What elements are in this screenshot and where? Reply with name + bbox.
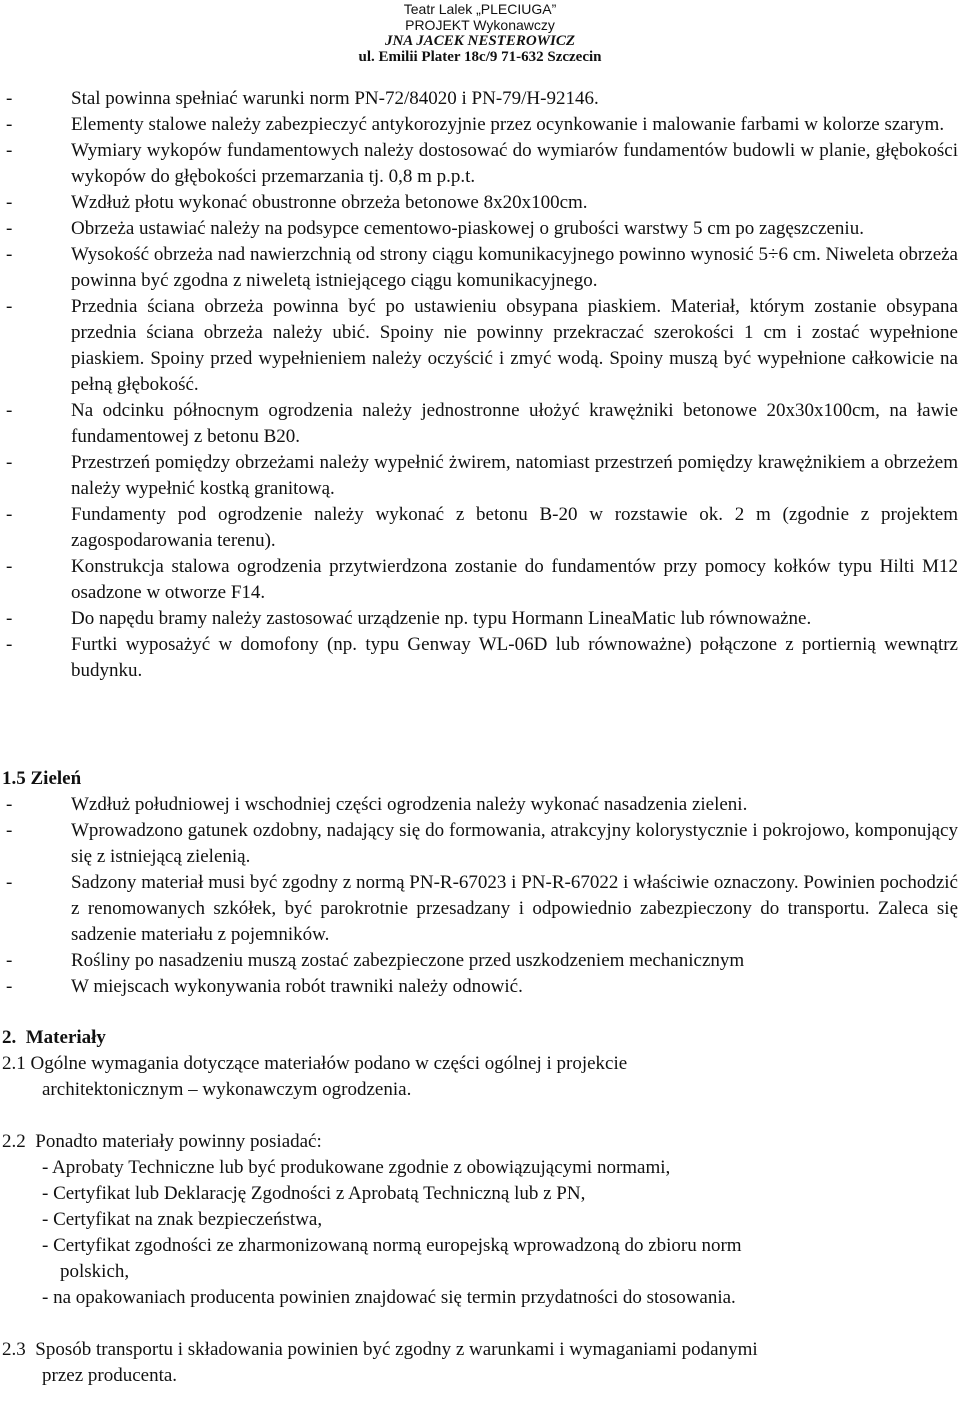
section-heading: 1.5 Zieleń bbox=[2, 768, 82, 789]
list-item: - Certyfikat zgodności ze zharmonizowaną normą europejską wprowadzoną do zbioru norm bbox=[42, 1235, 742, 1256]
header-project: PROJEKT Wykonawczy bbox=[405, 17, 555, 33]
green-section bbox=[0, 766, 958, 1000]
list-item: - Wysokość obrzeża nad nawierzchnią od strony ciągu komunikacyjnego powinno wynosić 5÷6 cm. Niweleta obrzeża powinna być zgodna z niweletą istniejącego ciągu komunikacyjnego. bbox=[6, 244, 958, 291]
steel-requirements-list bbox=[0, 86, 958, 684]
list-item: - Konstrukcja stalowa ogrodzenia przytwierdzona zostanie do fundamentów przy pomocy kołków typu Hilti M12 osadzone w otworze F14. bbox=[6, 556, 958, 603]
list-item: - Na odcinku północnym ogrodzenia należy jednostronne ułożyć krawężniki betonowe 20x30x100cm, na ławie fundamentowej z betonu B20. bbox=[6, 400, 958, 447]
header-theatre: Teatr Lalek „PLECIUGA” bbox=[403, 1, 557, 17]
list-item: - Rośliny po nasadzeniu muszą zostać zabezpieczone przed uszkodzeniem mechanicznym bbox=[6, 950, 745, 971]
list-item: - Certyfikat lub Deklarację Zgodności z Aprobatą Techniczną lub z PN, bbox=[42, 1183, 586, 1204]
list-item: - Elementy stalowe należy zabezpieczyć antykorozyjnie przez ocynkowanie i malowanie farbami w kolorze szarym. bbox=[6, 114, 945, 135]
list-item: - Certyfikat na znak bezpieczeństwa, bbox=[42, 1209, 323, 1230]
list-item: - Przestrzeń pomiędzy obrzeżami należy wypełnić żwirem, natomiast przestrzeń pomiędzy krawężnikiem a obrzeżem należy wypełnić kostką granitową. bbox=[6, 452, 958, 499]
list-item: - W miejscach wykonywania robót trawniki należy odnowić. bbox=[6, 976, 523, 997]
list-item: - Wprowadzono gatunek ozdobny, nadający się do formowania, atrakcyjny kolorystycznie i pokrojowo, komponujący się z istniejącą zielenią. bbox=[6, 820, 958, 867]
list-item: - na opakowaniach producenta powinien znajdować się termin przydatności do stosowania. bbox=[42, 1287, 736, 1308]
list-item: - Wzdłuż południowej i wschodniej części ogrodzenia należy wykonać nasadzenia zieleni. bbox=[6, 794, 748, 815]
paragraph-2-1: 2.1 Ogólne wymagania dotyczące materiałów podano w części ogólnej i projekcie bbox=[2, 1053, 628, 1074]
paragraph-2-1-cont: architektonicznym – wykonawczym ogrodzenia. bbox=[42, 1079, 412, 1100]
list-item: - Furtki wyposażyć w domofony (np. typu Genway WL-06D lub równoważne) połączone z portiernią wewnątrz budynku. bbox=[6, 634, 958, 681]
list-item: - Przednia ściana obrzeża powinna być po ustawieniu obsypana piaskiem. Materiał, którym zostanie obsypana przednia ściana obrzeża należy ubić. Spoiny nie powinny przekraczać szerokości 1 cm i zostać wypełnione piaskiem. Spoiny przed wypełnieniem należy oczyścić i zmyć wodą. Spoiny muszą być wypełnione całkowicie na pełną głębokość. bbox=[6, 296, 958, 395]
paragraph-2-3-cont: przez producenta. bbox=[42, 1365, 178, 1386]
list-item-cont: polskich, bbox=[60, 1261, 130, 1282]
materials-section bbox=[0, 1025, 958, 1389]
paragraph-2-3: 2.3 Sposób transportu i składowania powinien być zgodny z warunkami i wymaganiami podanymi bbox=[2, 1339, 758, 1360]
page-header bbox=[0, 0, 960, 65]
list-item: - Wymiary wykopów fundamentowych należy dostosować do wymiarów fundamentów budowli w planie, głębokości wykopów do głębokości przemarzania tj. 0,8 m p.p.t. bbox=[6, 140, 958, 187]
list-item: - Sadzony materiał musi być zgodny z normą PN-R-67023 i PN-R-67022 i właściwie oznaczony. Powinien pochodzić z renomowanych szkółek, być parokrotnie przesadzany i odpowiednio zabezpieczony do transportu. Zaleca się sadzenie materiału z pojemników. bbox=[6, 872, 958, 945]
list-item: - Obrzeża ustawiać należy na podsypce cementowo-piaskowej o grubości warstwy 5 cm po zagęszczeniu. bbox=[6, 218, 864, 239]
list-item: - Wzdłuż płotu wykonać obustronne obrzeża betonowe 8x20x100cm. bbox=[6, 192, 588, 213]
list-item: - Stal powinna spełniać warunki norm PN-72/84020 i PN-79/H-92146. bbox=[6, 88, 599, 109]
section-heading: 2. Materiały bbox=[2, 1027, 106, 1048]
list-item: - Fundamenty pod ogrodzenie należy wykonać z betonu B-20 w rozstawie ok. 2 m (zgodnie z projektem zagospodarowania terenu). bbox=[6, 504, 958, 551]
paragraph-2-2: 2.2 Ponadto materiały powinny posiadać: bbox=[2, 1131, 322, 1152]
header-address: ul. Emilii Plater 18c/9 71-632 Szczecin bbox=[358, 49, 602, 65]
list-item: - Aprobaty Techniczne lub być produkowane zgodnie z obowiązującymi normami, bbox=[42, 1157, 671, 1178]
header-company: JNA JACEK NESTEROWICZ bbox=[384, 33, 576, 49]
list-item: - Do napędu bramy należy zastosować urządzenie np. typu Hormann LineaMatic lub równoważne. bbox=[6, 608, 812, 629]
